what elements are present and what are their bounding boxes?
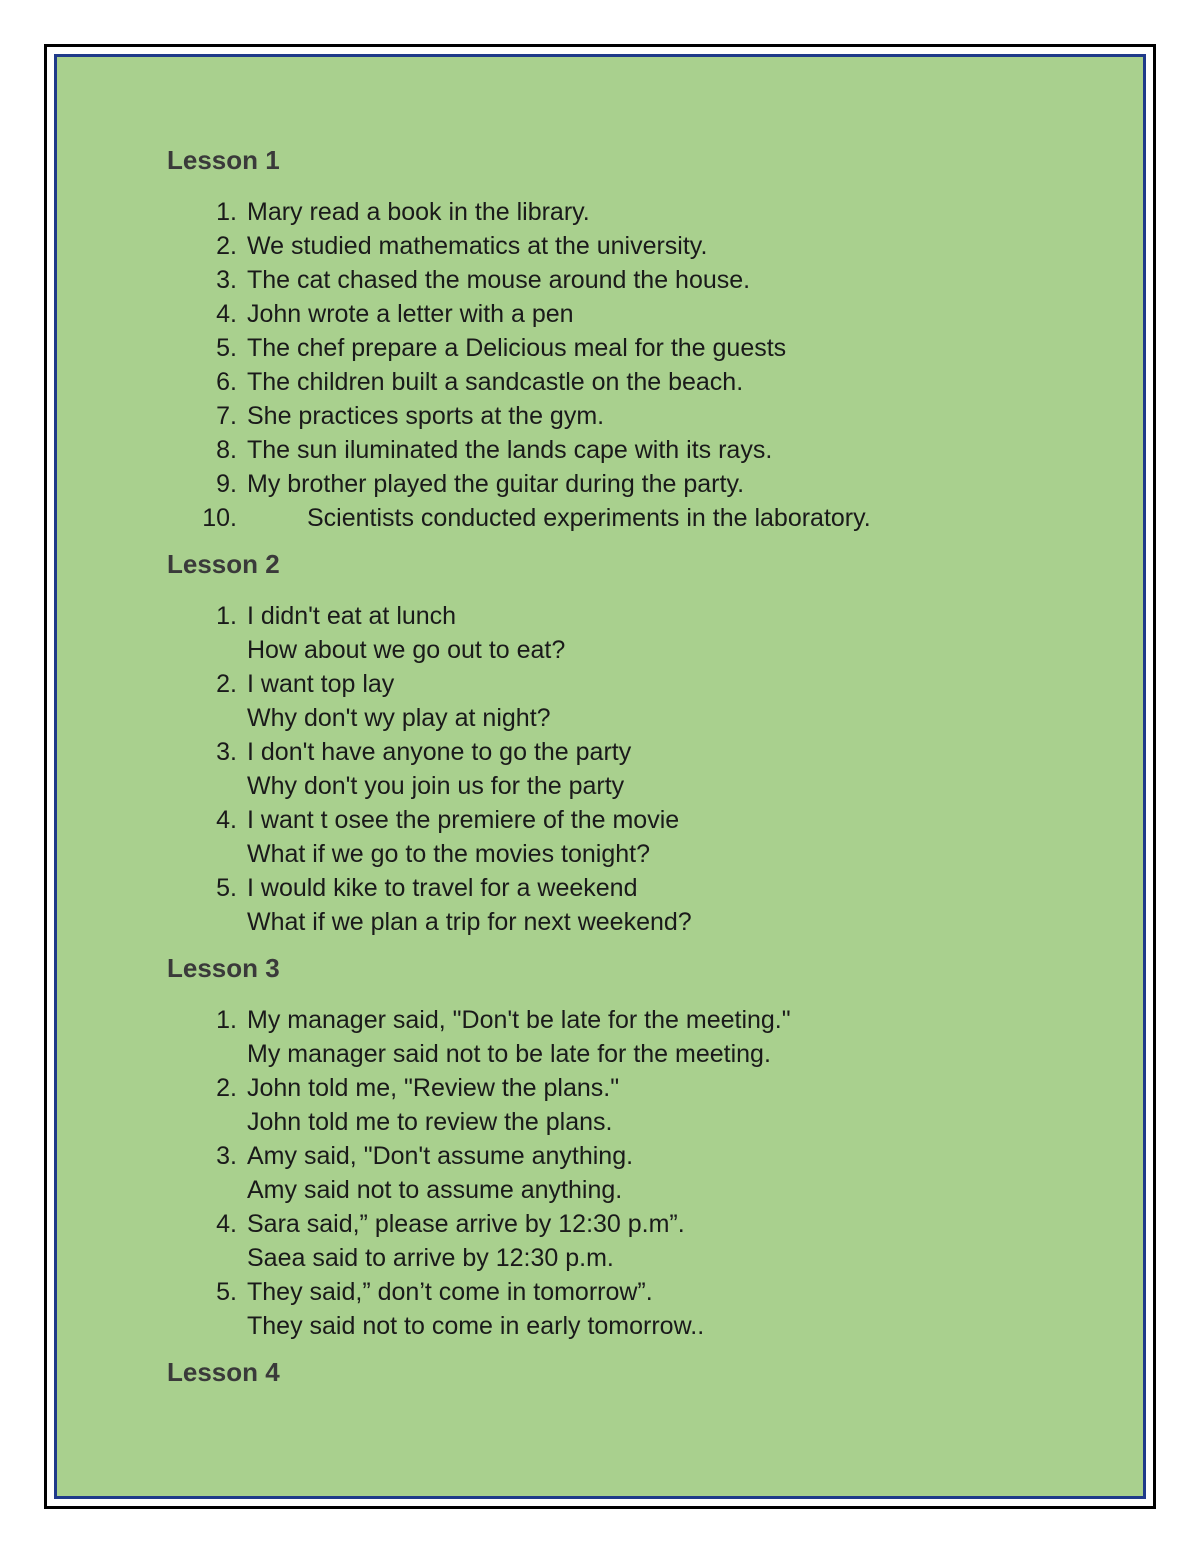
list-item xyxy=(167,331,1067,365)
list-item xyxy=(167,467,1067,501)
item-text: Amy said, "Don't assume anything. xyxy=(247,1142,634,1170)
lesson-heading: Lesson 1 xyxy=(167,145,280,175)
item-number: 8. xyxy=(216,436,237,464)
list-item xyxy=(167,803,1067,871)
item-text: She practices sports at the gym. xyxy=(247,402,605,430)
item-number: 10. xyxy=(202,504,237,532)
list-item xyxy=(167,735,1067,803)
lesson-list xyxy=(167,195,1067,535)
item-number: 7. xyxy=(216,402,237,430)
item-number: 4. xyxy=(216,1210,237,1238)
item-text: I want top lay xyxy=(247,670,395,698)
item-text: The sun iluminated the lands cape with its rays. xyxy=(247,436,773,464)
item-number: 6. xyxy=(216,368,237,396)
list-item xyxy=(167,1003,1067,1071)
item-text: The chef prepare a Delicious meal for the guests xyxy=(247,334,787,362)
document-body xyxy=(167,143,1067,1407)
item-number: 1. xyxy=(216,1006,237,1034)
item-response: Why don't wy play at night? xyxy=(247,704,551,732)
item-number: 4. xyxy=(216,806,237,834)
list-item xyxy=(167,263,1067,297)
item-response: Why don't you join us for the party xyxy=(247,772,625,800)
item-number: 5. xyxy=(216,1278,237,1306)
item-text: I want t osee the premiere of the movie xyxy=(247,806,680,834)
list-item xyxy=(167,1207,1067,1275)
item-text: Scientists conducted experiments in the laboratory. xyxy=(307,504,871,532)
lesson-list xyxy=(167,599,1067,939)
item-text: I didn't eat at lunch xyxy=(247,602,457,630)
item-text: I would kike to travel for a weekend xyxy=(247,874,638,902)
item-number: 2. xyxy=(216,670,237,698)
item-response: They said not to come in early tomorrow.. xyxy=(247,1312,705,1340)
list-item xyxy=(167,599,1067,667)
item-response: What if we go to the movies tonight? xyxy=(247,840,650,868)
item-text: The cat chased the mouse around the house. xyxy=(247,266,751,294)
list-item xyxy=(167,399,1067,433)
item-text: Mary read a book in the library. xyxy=(247,198,590,226)
item-text: The children built a sandcastle on the beach. xyxy=(247,368,744,396)
list-item xyxy=(167,229,1067,263)
list-item xyxy=(167,1071,1067,1139)
item-response: John told me to review the plans. xyxy=(247,1108,613,1136)
item-text: My manager said, "Don't be late for the meeting." xyxy=(247,1006,791,1034)
item-number: 9. xyxy=(216,470,237,498)
item-text: John wrote a letter with a pen xyxy=(247,300,574,328)
item-response: Amy said not to assume anything. xyxy=(247,1176,623,1204)
item-text: They said,” don’t come in tomorrow”. xyxy=(247,1278,653,1306)
item-text: Sara said,” please arrive by 12:30 p.m”. xyxy=(247,1210,685,1238)
item-response: My manager said not to be late for the meeting. xyxy=(247,1040,771,1068)
item-text: I don't have anyone to go the party xyxy=(247,738,632,766)
item-number: 4. xyxy=(216,300,237,328)
list-item xyxy=(167,501,1067,535)
page-frame-outer xyxy=(44,44,1156,1509)
item-number: 1. xyxy=(216,198,237,226)
item-number: 5. xyxy=(216,874,237,902)
item-number: 5. xyxy=(216,334,237,362)
lesson-heading: Lesson 3 xyxy=(167,953,280,983)
list-item xyxy=(167,1275,1067,1343)
item-text: My brother played the guitar during the party. xyxy=(247,470,745,498)
page-frame-inner xyxy=(54,54,1146,1499)
item-text: We studied mathematics at the university. xyxy=(247,232,708,260)
list-item xyxy=(167,433,1067,467)
list-item xyxy=(167,871,1067,939)
lesson-heading: Lesson 4 xyxy=(167,1357,280,1387)
item-number: 3. xyxy=(216,266,237,294)
list-item xyxy=(167,195,1067,229)
item-number: 2. xyxy=(216,232,237,260)
item-response: Saea said to arrive by 12:30 p.m. xyxy=(247,1244,614,1272)
item-number: 3. xyxy=(216,738,237,766)
list-item xyxy=(167,365,1067,399)
item-number: 2. xyxy=(216,1074,237,1102)
list-item xyxy=(167,297,1067,331)
item-response: How about we go out to eat? xyxy=(247,636,566,664)
lesson-heading: Lesson 2 xyxy=(167,549,280,579)
item-number: 1. xyxy=(216,602,237,630)
list-item xyxy=(167,1139,1067,1207)
lesson-list xyxy=(167,1003,1067,1343)
item-number: 3. xyxy=(216,1142,237,1170)
item-response: What if we plan a trip for next weekend? xyxy=(247,908,692,936)
item-text: John told me, "Review the plans." xyxy=(247,1074,620,1102)
list-item xyxy=(167,667,1067,735)
